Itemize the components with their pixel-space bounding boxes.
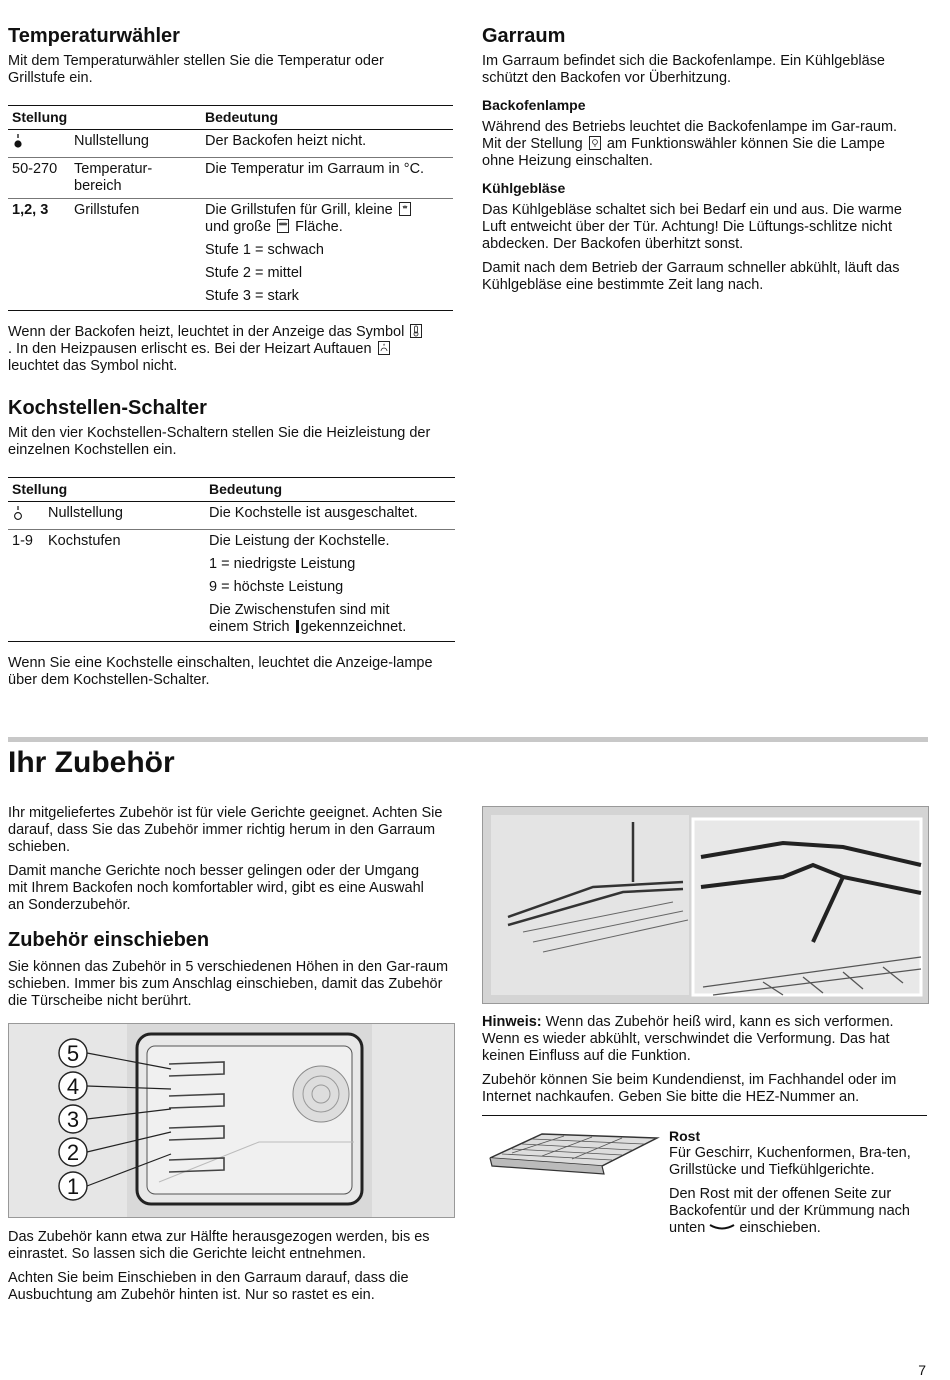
stufe-2: Stufe 2 = mittel: [205, 265, 303, 281]
row-name: Temperatur-bereich: [70, 158, 201, 199]
row-name: Nullstellung: [74, 133, 149, 149]
level-label: 5: [66, 1041, 80, 1066]
koch-zwischen: Die Zwischenstufen sind mit einem Strich gekennzeichnet.: [209, 602, 407, 635]
row-name: Kochstufen: [44, 530, 205, 640]
row-code: 50-270: [8, 158, 70, 199]
row-name: Grillstufen: [70, 199, 201, 309]
zubehoer-p1: Ihr mitgeliefertes Zubehör ist für viele Gerichte geeignet. Achten Sie darauf, dass Sie das Zubehör immer richtig herum in den Garraum schieben.: [8, 805, 443, 855]
stufe-1: Stufe 1 = schwach: [205, 242, 324, 258]
einschieben-text: Sie können das Zubehör in 5 verschiedenen Höhen in den Gar-raum schieben. Immer bis zum Anschlag einschieben, damit das Zubehör die Türscheibe nicht berührt.: [8, 959, 449, 1009]
lampe-text: Während des Betriebs leuchtet die Backofenlampe im Gar-raum. Mit der Stellung am Funktionswähler können Sie die Lampe ohne Heizung einschalten.: [482, 119, 898, 169]
lampe-title: Backofenlampe: [482, 97, 586, 113]
koch-section: [8, 396, 455, 689]
einschieben-title: Zubehör einschieben: [8, 929, 210, 951]
zubehoer-p3: Das Zubehör kann etwa zur Hälfte herausgezogen werden, bis es einrastet. So lassen sich die Gerichte leicht entnehmen.: [8, 1229, 430, 1262]
temp-intro: Mit dem Temperaturwähler stellen Sie die Temperatur oder Grillstufe ein.: [8, 53, 384, 86]
thermometer-icon: [410, 324, 422, 338]
rost-insert: Den Rost mit der offenen Seite zur Backofentür und der Krümmung nach unten einschieben.: [669, 1186, 910, 1236]
level-label: 2: [66, 1140, 80, 1165]
row-mean: Der Backofen heizt nicht.: [205, 133, 367, 149]
zubehoer-bottom-text: [8, 1229, 458, 1304]
rost-title: Rost: [669, 1128, 701, 1144]
temp-head-pos: Stellung: [8, 106, 201, 130]
row-code: 1,2, 3: [8, 199, 70, 309]
zubehoer-p2: Damit manche Gerichte noch besser gelingen oder der Umgang mit Ihrem Backofen noch komfortabler wird, gibt es eine Auswahl an Sonderzubehör.: [8, 863, 424, 913]
svg-text:*: *: [382, 344, 385, 350]
temp-head-mean: Bedeutung: [201, 106, 453, 130]
oven-levels-figure: [8, 1023, 455, 1218]
table-row: [8, 502, 455, 530]
table-row: [8, 199, 453, 309]
row-mean-koch: Die Leistung der Kochstelle. 1 = niedrigste Leistung 9 = höchste Leistung Die Zwischenstufen sind mit einem Strich gekennzeichnet.: [205, 530, 455, 640]
temp-title: Temperaturwähler: [8, 25, 180, 47]
koch-head-pos: Stellung: [8, 478, 205, 502]
kuehl-text-2: Damit nach dem Betrieb der Garraum schneller abkühlt, läuft das Kühlgebläse eine bestimmte Zeit lang nach.: [482, 260, 900, 293]
stroke-mark-icon: [296, 620, 299, 633]
koch-high: 9 = höchste Leistung: [209, 579, 344, 595]
stufe-3: Stufe 3 = stark: [205, 288, 299, 304]
koch-head-mean: Bedeutung: [205, 478, 455, 502]
curve-down-icon: [709, 1220, 735, 1236]
koch-note: Wenn Sie eine Kochstelle einschalten, leuchtet die Anzeige-lampe über dem Kochstellen-Schalter.: [8, 655, 433, 688]
zubehoer-p4: Achten Sie beim Einschieben in den Garraum darauf, dass die Ausbuchtung am Zubehör hinten ist. Nur so rastet es ein.: [8, 1270, 409, 1303]
null-dial-icon: [8, 130, 70, 158]
kundendienst-text: Zubehör können Sie beim Kundendienst, im Fachhandel oder im Internet nachkaufen. Geben Sie bitte die HEZ-Nummer an.: [482, 1072, 897, 1105]
zubehoer-title: Ihr Zubehör: [8, 746, 175, 779]
lamp-icon: [589, 136, 601, 150]
table-row: [8, 158, 453, 199]
table-row: [8, 530, 455, 640]
level-label: 3: [66, 1107, 80, 1132]
garraum-section: [482, 24, 927, 294]
temp-table-header: [8, 106, 453, 130]
hinweis-block: [482, 1014, 927, 1116]
rack-detail-figure: [482, 806, 929, 1004]
page-number: 7: [918, 1362, 926, 1378]
row-code: 1-9: [8, 530, 44, 640]
row-mean: Die Kochstelle ist ausgeschaltet.: [209, 505, 418, 521]
level-label: 1: [66, 1174, 80, 1199]
rost-text: [669, 1127, 927, 1237]
hinweis: Hinweis: Wenn das Zubehör heiß wird, kann es sich verformen. Wenn es wieder abkühlt, verschwindet die Verformung. Das hat keinen Einfluss auf die Funktion.: [482, 1014, 894, 1064]
rost-image: [482, 1128, 662, 1198]
temp-section: [8, 24, 453, 375]
defrost-icon: [378, 341, 390, 355]
level-label: 4: [66, 1074, 80, 1099]
garraum-title: Garraum: [482, 25, 566, 47]
rost-desc: Für Geschirr, Kuchenformen, Bra-ten, Grillstücke und Tiefkühlgerichte.: [669, 1145, 911, 1178]
kuehl-text-1: Das Kühlgebläse schaltet sich bei Bedarf ein und aus. Die warme Luft entweicht über der Tür. Achtung! Die Lüftungs-schlitze nicht abdecken. Der Backofen überhitzt sonst.: [482, 202, 902, 252]
kuehl-title: Kühlgebläse: [482, 180, 566, 196]
section-divider: [8, 737, 928, 742]
zero-dial-icon: [8, 502, 44, 530]
row-mean-grill: Die Grillstufen für Grill, kleine und große Fläche. Stufe 1 = schwach Stufe 2 = mittel Stufe 3 = stark: [201, 199, 453, 309]
temp-note: Wenn der Backofen heizt, leuchtet in der Anzeige das Symbol . In den Heizpausen erlischt es. Bei der Heizart Auftauen * leuchtet das Symbol nicht.: [8, 324, 428, 375]
zubehoer-section: [8, 745, 458, 1010]
koch-table: [8, 477, 455, 642]
table-row: [8, 130, 453, 158]
temp-table: [8, 105, 453, 311]
large-grill-icon: [277, 219, 289, 233]
row-mean: Die Temperatur im Garraum in °C.: [201, 158, 453, 199]
garraum-intro: Im Garraum befindet sich die Backofenlampe. Ein Kühlgebläse schützt den Backofen vor Überhitzung.: [482, 53, 885, 86]
row-name: Nullstellung: [48, 505, 123, 521]
koch-intro: Mit den vier Kochstellen-Schaltern stellen Sie die Heizleistung der einzelnen Kochstellen ein.: [8, 425, 431, 458]
small-grill-icon: [399, 202, 411, 216]
koch-table-header: [8, 478, 455, 502]
koch-low: 1 = niedrigste Leistung: [209, 556, 356, 572]
koch-title: Kochstellen-Schalter: [8, 397, 207, 419]
